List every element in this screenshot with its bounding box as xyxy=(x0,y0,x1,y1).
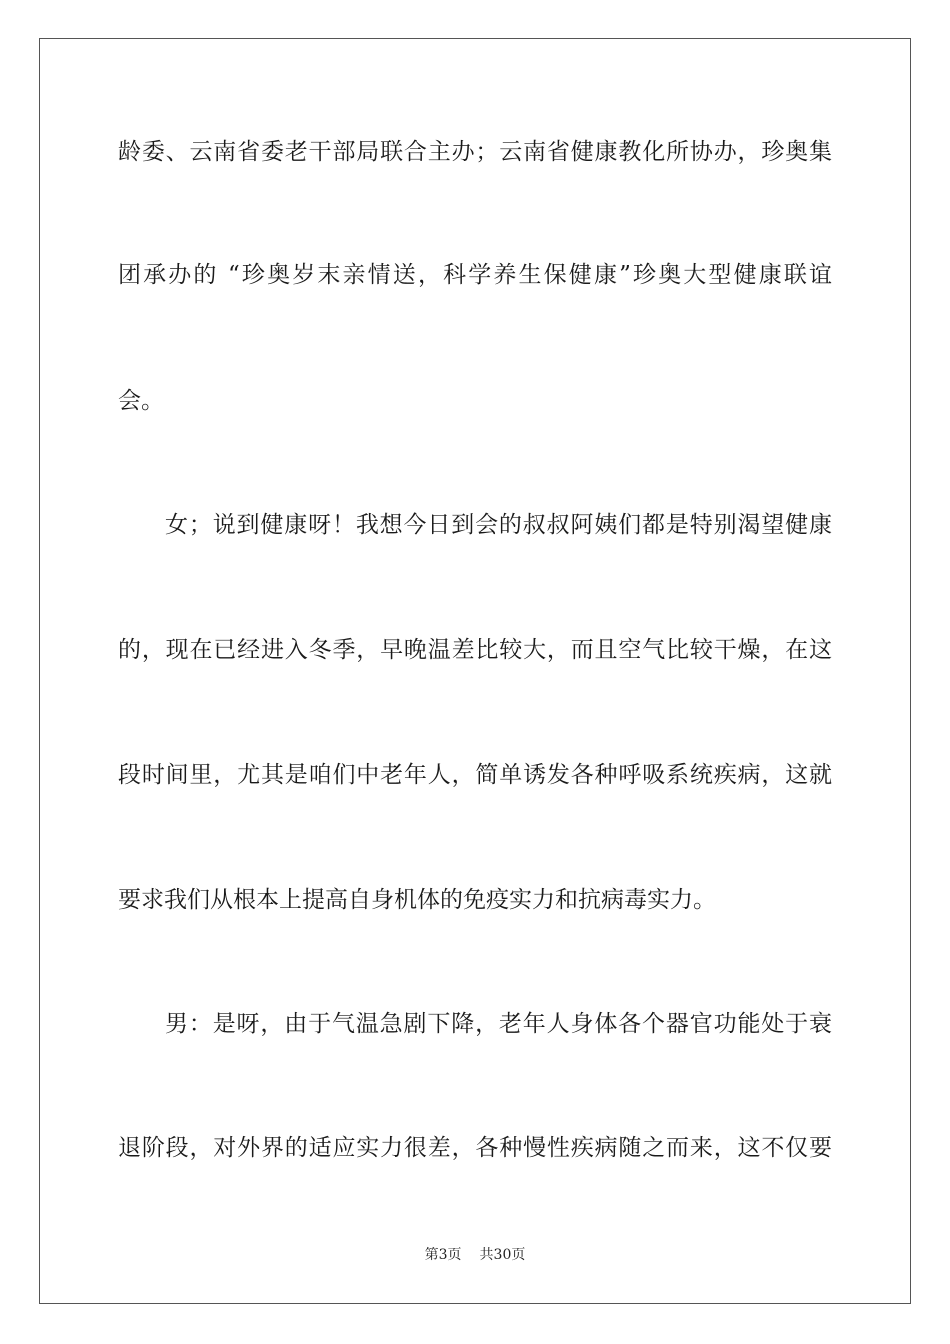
text-line: 会。 xyxy=(118,388,164,414)
text-line: 退阶段，对外界的适应实力很差，各种慢性疾病随之而来，这不仅要 xyxy=(118,1135,832,1161)
text-line: 龄委、云南省委老干部局联合主办；云南省健康教化所协办，珍奥集 xyxy=(118,139,832,165)
text-line: 男：是呀，由于气温急剧下降，老年人身体各个器官功能处于衰 xyxy=(165,1011,832,1037)
text-line: 女；说到健康呀！我想今日到会的叔叔阿姨们都是特别渴望健康 xyxy=(165,512,832,538)
page-footer xyxy=(0,1245,950,1265)
page-total: 共30页 xyxy=(479,1247,526,1263)
page-border xyxy=(39,38,911,1304)
text-line: 的，现在已经进入冬季，早晚温差比较大，而且空气比较干燥，在这 xyxy=(118,637,832,663)
text-line: 要求我们从根本上提高自身机体的免疫实力和抗病毒实力。 xyxy=(118,887,716,913)
text-line: 团承办的 “珍奥岁末亲情送，科学养生保健康”珍奥大型健康联谊 xyxy=(118,262,832,288)
page-number: 第3页 xyxy=(424,1247,462,1263)
text-line: 段时间里，尤其是咱们中老年人，简单诱发各种呼吸系统疾病，这就 xyxy=(118,762,832,788)
